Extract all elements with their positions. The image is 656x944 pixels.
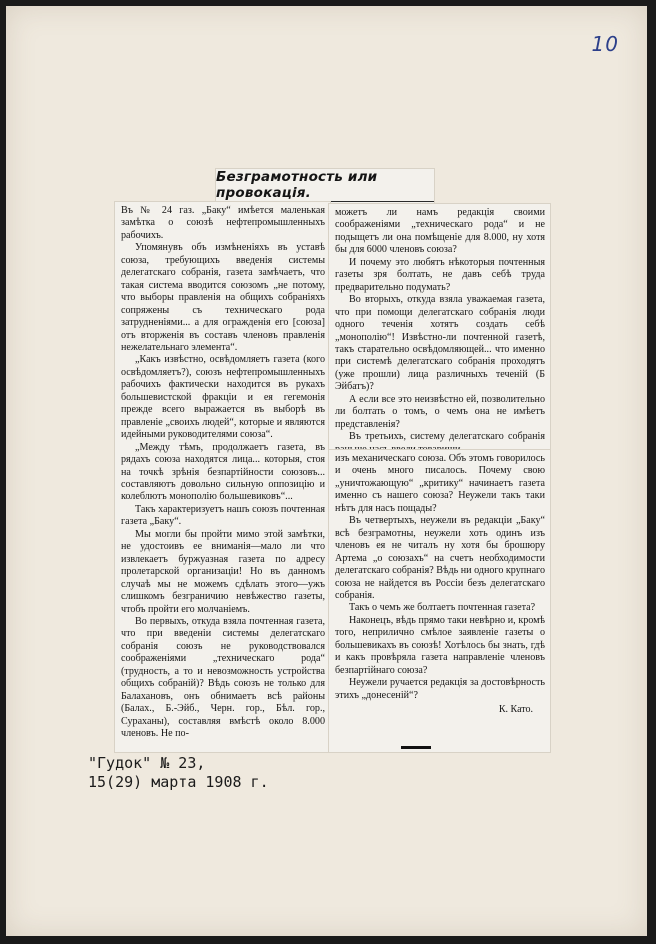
paragraph: Наконецъ, вѣдь прямо таки невѣрно и, кромѣ того, неприлично смѣлое заявленіе газеты о большевикахъ въ союзѣ! Хотѣлось бы знать, гдѣ и какъ провѣряла газета направленіе членовъ безпартійнаго союза? [335,614,545,676]
paragraph: изъ механическаго союза. Объ этомъ говорилось и очень много писалось. Почему свою „уничтожающую“ „критику“ начинаетъ газета именно съ нашего союза? Неужели такъ таки нѣтъ для насъ пощады? [335,453,545,514]
paragraph: „Между тѣмъ, продолжаетъ газета, въ рядахъ союза находятся лица... которыя, стоя на точкѣ зрѣнія безпартійности союзовъ... составляютъ довольно сильную оппозицію и колеблютъ монополію большевиковъ“... [121,441,325,503]
paragraph: Въ третьихъ, систему делегатскаго собранія [349,431,545,443]
paragraph: Во первыхъ, откуда взяла почтенная газета, что при введеніи системы делегатскаго собранія союзъ не руководствовался соображеніями „техническаго рода“ (трудность, а то и невозможность устройства общихъ собраній)? Вѣдь союзъ не только для Балахановъ, онъ обнимаетъ всѣ районы (Балах., Б.-Эйб., Черн. гор., Бѣл. гор., Сураханы), составляя вмѣстѣ около 8.000 членовъ. Не по- [121,615,325,740]
paragraph: Въ четвертыхъ, неужели въ редакціи „Баку“ всѣ безграмотны, неужели хоть одинъ изъ членовъ ея не читалъ ну хотя бы брошюру Артема „о союзахъ“ на счетъ необходимости делегатскаго собранія? Вѣдь ни одного крупнаго союза не найдется въ Россіи безъ делегатскаго собранія. [335,515,545,601]
article-column-2 [329,204,550,449]
paragraph: Такъ характеризуетъ нашъ союзъ почтенная газета „Баку“. [121,503,325,528]
archive-sheet [6,6,647,936]
article-column-3 [329,450,550,752]
paragraph: Неужели ручается редакція за достовѣрность этихъ „донесеній“? [335,677,545,701]
paragraph: Въ № 24 газ. „Баку“ имѣется маленькая замѣтка о союзѣ нефтепромышленныхъ рабочихъ. [121,205,325,241]
caption-line: 15(29) марта 1908 г. [88,773,269,791]
paragraph: Упомянувъ объ измѣненіяхъ въ уставѣ союза, требующихъ введенія системы делегатскаго собранія, газета замѣчаетъ, что такая система вводится союзомъ „не потому, что выборы правленія на общихъ собраніяхъ сопряжены съ техническаго рода затрудненіями... а для огражденія его [союза] отъ вторженія въ составъ членовъ правленія нежелательнаго элемента“. [121,242,325,353]
caption-line: "Гудок" № 23, [88,754,206,772]
article-column-1 [115,202,330,752]
paragraph: Такъ о чемъ же болтаетъ почтенная газета? [349,602,536,614]
paragraph: „Какъ извѣстно, освѣдомляетъ газета (кого освѣдомляетъ?), союзъ нефтепромышленныхъ рабочихъ фактически находится въ рукахъ большевистской фракціи и ея гегемонія прежде всего выражается въ выборѣ въ правленіе „своихъ людей“, которые и являются идейными руководителями союза“. [121,354,325,441]
paragraph: А если все это неизвѣстно ей, позволительно ли болтать о томъ, о чемъ она не имѣетъ представленія? [335,393,545,430]
end-rule [401,746,431,749]
paragraph: Мы могли бы пройти мимо этой замѣтки, не удостоивъ ее вниманія—мало ли что извлекаетъ буржуазная газета по адресу пролетарской организаціи! Но въ данномъ случаѣ мы не можемъ сдѣлать этого—ужъ слишкомъ безграничию невѣжество газеты, чтобъ пройти его молчаніемъ. [121,528,325,615]
article-title: Безграмотность или провокація. [216,169,378,201]
author-signature: К. Като. [498,704,533,716]
paragraph: И почему это любятъ нѣкоторыя почтенныя газеты зря болтать, не давъ себѣ труда предварительно подумать? [335,256,545,293]
page-number: 10 [591,32,619,56]
paragraph: можетъ ли намъ редакція своими соображеніями „техническаго рода“ и не подыщетъ ли она помѣщеніе для 8.000, ну хотя бы для 6000 членовъ союза? [335,207,545,256]
title-clipping [216,169,434,204]
source-caption [88,754,269,792]
paragraph: Во вторыхъ, откуда взяла уважаемая газета, что при помощи делегатскаго собранія люди одного теченія хотятъ создать себѣ „монополію“! Извѣстно-ли почтенной газетѣ, такъ старательно освѣдомляющей... что именно при системѣ делегатскаго собранія проходятъ (уже прошли) лица различныхъ теченій (Б Эйбатъ)? [335,294,545,393]
